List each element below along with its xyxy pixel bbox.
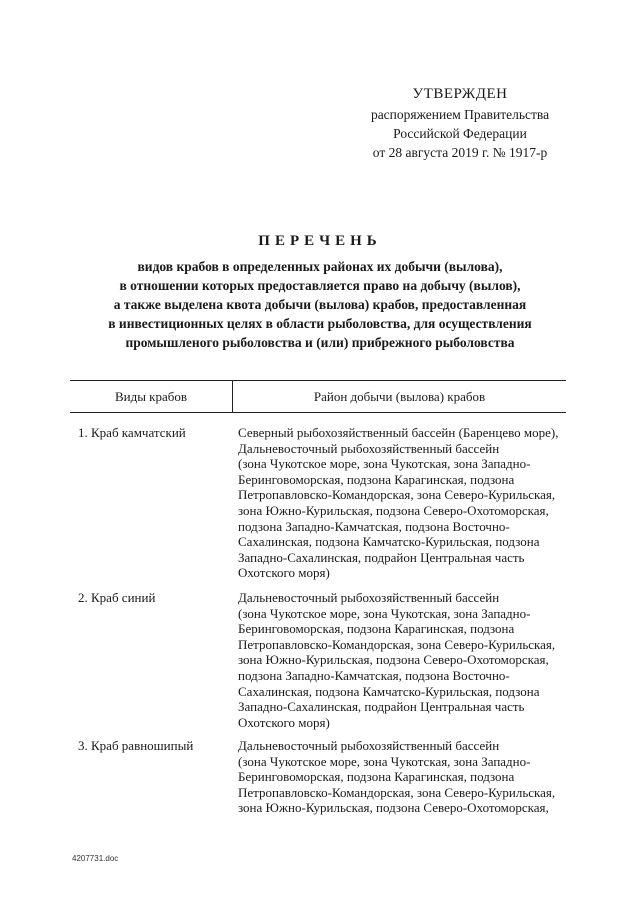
area-line: Беринговоморская, подзона Карагинская, подзона xyxy=(238,471,515,487)
area-line: Беринговоморская, подзона Карагинская, подзона xyxy=(238,769,515,785)
subtitle-line: в отношении которых предоставляется право на добычу (вылов), xyxy=(119,278,521,293)
area-cell xyxy=(236,738,566,816)
area-line: Охотского моря) xyxy=(238,714,330,730)
document-title: ПЕРЕЧЕНЬ xyxy=(258,233,382,249)
species-cell: 2. Краб синий xyxy=(78,590,156,605)
subtitle-line: видов крабов в определенных районах их добычи (вылова), xyxy=(137,259,503,274)
area-line: (зона Чукотское море, зона Чукотская, зона Западно- xyxy=(238,456,531,472)
area-line: зона Южно-Курильская, подзона Северо-Охотоморская, xyxy=(238,800,549,816)
species-cell: 1. Краб камчатский xyxy=(78,425,186,440)
area-line: Сахалинская, подзона Камчатско-Курильская, подзона xyxy=(238,683,540,699)
area-line: Петропавловско-Командорская, зона Северо-Курильская, xyxy=(238,487,556,503)
table-row xyxy=(70,738,566,816)
approval-heading: УТВЕРЖДЕН xyxy=(412,86,508,102)
approval-line: Российской Федерации xyxy=(393,126,527,141)
area-line: (зона Чукотское море, зона Чукотская, зона Западно- xyxy=(238,605,531,621)
area-line: подзона Западно-Камчатская, подзона Восточно- xyxy=(238,518,510,534)
area-line: Петропавловско-Командорская, зона Северо-Курильская, xyxy=(238,636,556,652)
area-line: Дальневосточный рыбохозяйственный бассейн xyxy=(238,738,500,753)
area-line: Северный рыбохозяйственный бассейн (Баренцево море), xyxy=(238,425,559,440)
approval-block xyxy=(340,86,580,162)
species-cell: 3. Краб равношипый xyxy=(78,738,194,753)
area-line: Беринговоморская, подзона Карагинская, подзона xyxy=(238,621,515,637)
area-line: зона Южно-Курильская, подзона Северо-Охотоморская, xyxy=(238,502,549,518)
area-line: Западно-Сахалинская, подрайон Центральная часть xyxy=(238,549,525,565)
area-line: Дальневосточный рыбохозяйственный бассейн xyxy=(238,590,500,605)
subtitle-line: а также выделена квота добычи (вылова) крабов, предоставленная xyxy=(113,297,527,312)
area-line: Охотского моря) xyxy=(238,565,330,581)
area-line: подзона Западно-Камчатская, подзона Восточно- xyxy=(238,667,510,683)
document-subtitle xyxy=(40,257,600,352)
area-line: Петропавловско-Командорская, зона Северо-Курильская, xyxy=(238,784,556,800)
area-cell xyxy=(236,590,566,730)
subtitle-line: в инвестиционных целях в области рыболовства, для осуществления xyxy=(108,316,532,331)
area-line: (зона Чукотское море, зона Чукотская, зона Западно- xyxy=(238,753,531,769)
area-line: Сахалинская, подзона Камчатско-Курильская, подзона xyxy=(238,534,540,550)
table-row xyxy=(70,590,566,730)
approval-line: от 28 августа 2019 г. № 1917-р xyxy=(372,145,548,160)
table-row xyxy=(70,425,566,581)
area-line: Западно-Сахалинская, подрайон Центральная часть xyxy=(238,699,525,715)
header-area: Район добычи (вылова) крабов xyxy=(313,388,486,404)
header-species: Виды крабов xyxy=(70,381,233,412)
approval-line: распоряжением Правительства xyxy=(370,107,550,122)
area-cell xyxy=(236,425,566,581)
area-line: Дальневосточный рыбохозяйственный бассейн xyxy=(238,440,500,456)
area-line: зона Южно-Курильская, подзона Северо-Охотоморская, xyxy=(238,652,549,668)
file-name-footer: 4207731.doc xyxy=(72,854,119,863)
subtitle-line: промышленого рыболовства и (или) прибрежного рыболовства xyxy=(125,335,515,350)
table-header xyxy=(70,380,566,413)
crab-table xyxy=(70,380,566,816)
